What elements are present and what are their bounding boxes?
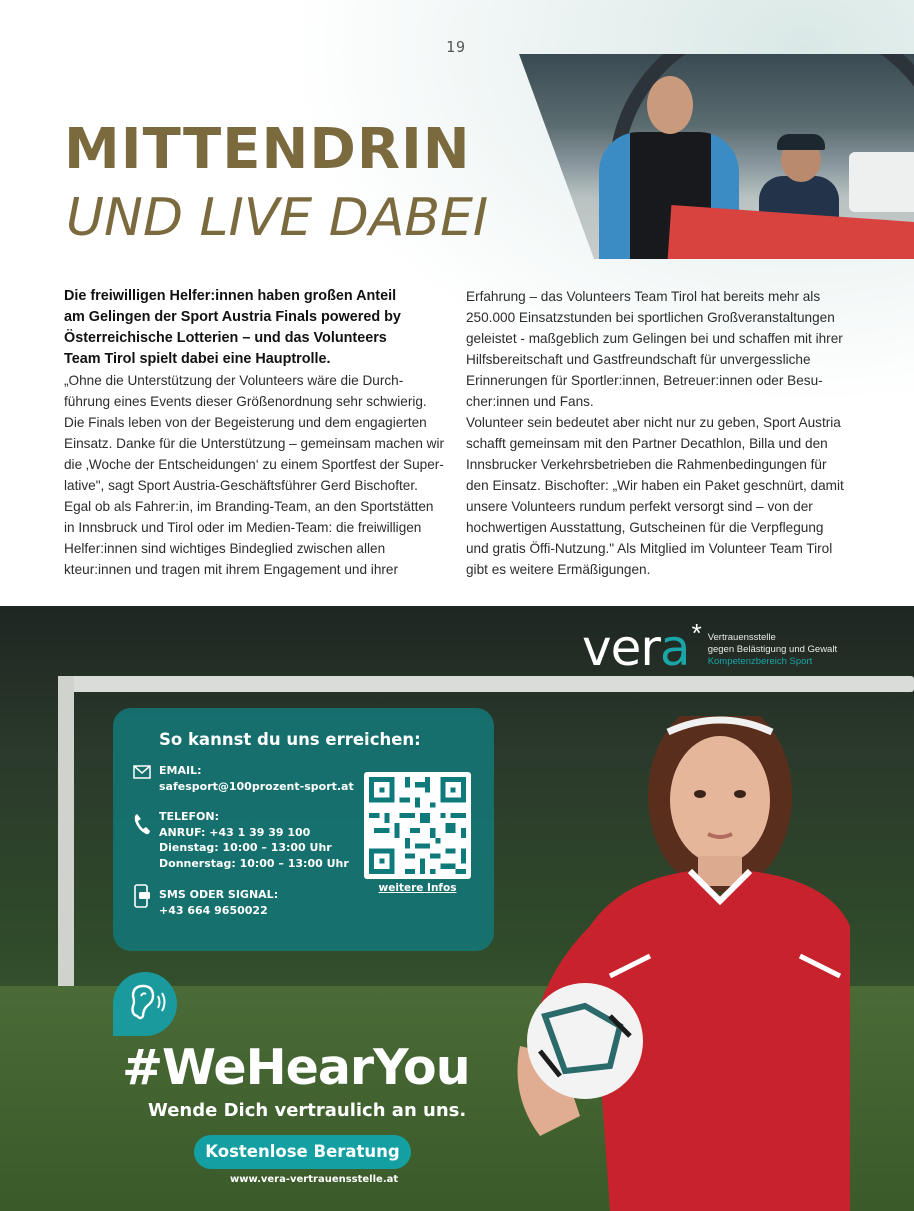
logo-word-accent: a [659, 619, 690, 677]
ad-tagline: Wende Dich vertraulich an uns. [148, 1100, 467, 1121]
volunteer-head [647, 76, 693, 134]
body-line: Die Finals leben von der Begeisterung und dem engagierten [64, 415, 427, 430]
logo-line: gegen Belästigung und Gewalt [707, 644, 838, 655]
body-line: schafft gemeinsam mit den Partner Decathlon, Billa und den [466, 436, 828, 451]
body-line: Egal ob als Fahrer:in, im Branding-Team, an den Sportstätten [64, 499, 434, 514]
body-line: „Ohne die Unterstützung der Volunteers wäre die Durch- [64, 373, 404, 388]
email-block [159, 763, 354, 794]
body-line: hochwertigen Ausstattung, Gutscheinen für die Verpflegung [466, 520, 824, 535]
website-link[interactable]: www.vera-vertrauensstelle.at [230, 1174, 399, 1185]
player-photo [500, 716, 914, 1211]
body-line: führung eines Events dieser Größenordnung sehr schwierig. [64, 394, 427, 409]
email-label: EMAIL: [159, 764, 202, 777]
lead-line: Österreichische Lotterien – und das Volunteers [64, 330, 387, 346]
phone-hours: Donnerstag: 10:00 – 13:00 Uhr [159, 856, 349, 870]
body-line: den Einsatz. Bischofter: „Wir haben ein Paket geschnürt, damit [466, 478, 844, 493]
eye-right [734, 790, 746, 798]
volunteers-photo [519, 54, 914, 259]
phone-hours: Dienstag: 10:00 – 13:00 Uhr [159, 841, 332, 854]
van [849, 152, 914, 212]
lead-line: Die freiwilligen Helfer:innen haben großen Anteil [64, 288, 397, 304]
body-line: unsere Volunteers rundum perfekt versorgt sind – von der [466, 499, 813, 514]
goal-crossbar [58, 676, 914, 692]
logo-accent-line: Kompetenzbereich Sport [707, 656, 813, 667]
body-line: geleistet - maßgeblich zum Gelingen bei und schaffen mit ihrer [466, 331, 843, 346]
body-line: 250.000 Einsatzstunden bei sportlichen Großveranstaltungen [466, 310, 835, 325]
goal-post [58, 676, 74, 1006]
lead-line: Team Tirol spielt dabei eine Hauptrolle. [64, 351, 331, 367]
body-line: in Innsbruck und Tirol oder im Medien-Team: die freiwilligen [64, 520, 422, 535]
phone-icon [133, 812, 151, 836]
ear-badge [113, 972, 177, 1036]
more-info-link[interactable]: weitere Infos [378, 882, 457, 894]
logo-line: Vertrauensstelle [707, 632, 776, 643]
article-subtitle: UND LIVE DABEI [66, 188, 489, 248]
body-line: die ‚Woche der Entscheidungen‘ zu einem Sportfest der Super- [64, 457, 444, 472]
right-column [466, 286, 858, 580]
vera-logo[interactable] [582, 620, 837, 676]
vera-advertisement [0, 606, 914, 1211]
vera-wordmark [582, 620, 690, 676]
free-consultation-button[interactable]: Kostenlose Beratung [194, 1135, 411, 1169]
soccer-ball [527, 983, 643, 1099]
lead-line: am Gelingen der Sport Austria Finals powered by [64, 309, 401, 325]
sms-block [159, 887, 278, 918]
body-line: cher:innen und Fans. [466, 394, 594, 409]
mail-icon [133, 765, 151, 779]
contact-box [113, 708, 494, 951]
email-link[interactable]: safesport@100prozent-sport.at [159, 779, 354, 793]
qr-code-graphic [364, 772, 471, 879]
article-title: MITTENDRIN [64, 117, 471, 182]
logo-word: ver [582, 619, 660, 677]
lead-paragraph [64, 286, 456, 370]
body-line: kteur:innen und tragen mit ihrem Engagement und ihrer [64, 562, 398, 577]
body-line: Helfer:innen sind wichtiges Bindeglied zwischen allen [64, 541, 386, 556]
face [670, 736, 770, 864]
contact-title: So kannst du uns erreichen: [159, 730, 421, 749]
body-line: und gratis Öffi-Nutzung." Als Mitglied im Volunteer Team Tirol [466, 541, 833, 556]
body-line: Volunteer sein bedeutet aber nicht nur zu geben, Sport Austria [466, 415, 841, 430]
sms-label: SMS ODER SIGNAL: [159, 888, 279, 901]
phone-number[interactable]: ANRUF: +43 1 39 39 100 [159, 825, 311, 839]
sms-number[interactable]: +43 664 9650022 [159, 903, 268, 917]
body-line: Einsatz. Danke für die Unterstützung – gemeinsam machen wir [64, 436, 445, 451]
body-line: Erinnerungen für Sportler:innen, Betreuer:innen oder Besu- [466, 373, 823, 388]
qr-code[interactable] [364, 772, 471, 879]
body-line: gibt es weitere Ermäßigungen. [466, 562, 651, 577]
phone-label: TELEFON: [159, 810, 220, 823]
body-line: Hilfsbereitschaft und Gastfreundschaft für unvergessliche [466, 352, 811, 367]
cap [777, 134, 825, 150]
hashtag-headline: #WeHearYou [122, 1039, 470, 1096]
body-line: Innsbrucker Verkehrsbetrieben die Rahmenbedingungen für [466, 457, 827, 472]
page-number: 19 [446, 38, 467, 56]
logo-star: * [691, 618, 702, 648]
logo-tagline [708, 632, 837, 668]
ear-icon [113, 972, 177, 1036]
body-line: lative", sagt Sport Austria-Geschäftsführer Gerd Bischofter. [64, 478, 418, 493]
body-line: Erfahrung – das Volunteers Team Tirol hat bereits mehr als [466, 289, 821, 304]
eye-left [694, 790, 706, 798]
left-column [64, 286, 456, 580]
phone-block [159, 809, 349, 871]
sms-icon [133, 884, 151, 908]
